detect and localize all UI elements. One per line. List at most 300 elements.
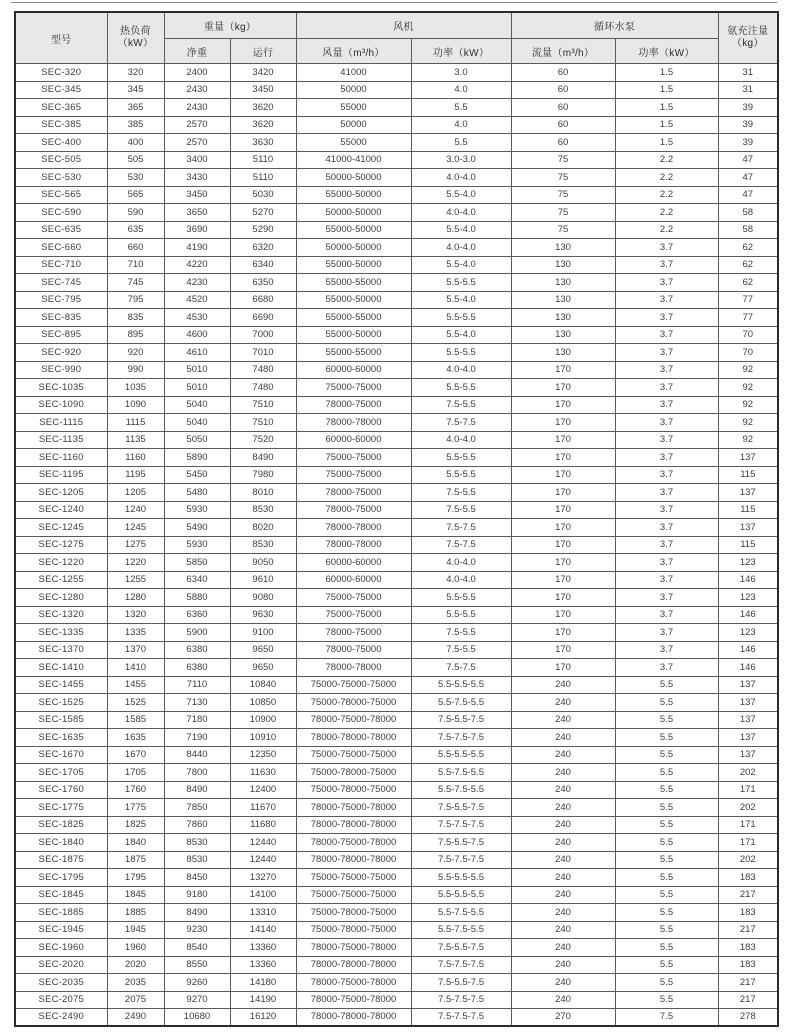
cell-heat-load: 365 [107, 99, 164, 117]
cell-net-weight: 5490 [164, 519, 230, 537]
cell-pump-flow: 60 [511, 134, 615, 152]
cell-pump-power: 3.7 [615, 431, 718, 449]
cell-net-weight: 9230 [164, 921, 230, 939]
cell-fan-power: 5.5-4.0 [411, 221, 511, 239]
cell-ammonia-charge: 70 [718, 344, 778, 362]
table-body [15, 64, 778, 1027]
cell-net-weight: 9260 [164, 974, 230, 992]
cell-net-weight: 7110 [164, 676, 230, 694]
cell-operating-weight: 6690 [230, 309, 296, 327]
cell-ammonia-charge: 137 [718, 694, 778, 712]
cell-air-flow: 50000-50000 [296, 204, 411, 222]
cell-fan-power: 5.5-4.0 [411, 291, 511, 309]
table-row [15, 694, 778, 712]
cell-operating-weight: 11670 [230, 799, 296, 817]
cell-air-flow: 78000-78000-78000 [296, 729, 411, 747]
cell-fan-power: 5.5 [411, 99, 511, 117]
table-row [15, 344, 778, 362]
cell-operating-weight: 9650 [230, 641, 296, 659]
table-row [15, 711, 778, 729]
cell-model: SEC-745 [15, 274, 107, 292]
table-row [15, 431, 778, 449]
cell-ammonia-charge: 137 [718, 449, 778, 467]
cell-air-flow: 78000-75000 [296, 396, 411, 414]
cell-operating-weight: 9630 [230, 606, 296, 624]
cell-ammonia-charge: 92 [718, 414, 778, 432]
cell-air-flow: 75000-78000-75000 [296, 781, 411, 799]
cell-model: SEC-1795 [15, 869, 107, 887]
cell-heat-load: 710 [107, 256, 164, 274]
cell-ammonia-charge: 183 [718, 939, 778, 957]
header-pump-flow: 流量（m³/h） [511, 39, 615, 64]
cell-pump-flow: 240 [511, 886, 615, 904]
cell-operating-weight: 10850 [230, 694, 296, 712]
cell-heat-load: 400 [107, 134, 164, 152]
cell-fan-power: 4.0 [411, 81, 511, 99]
table-row [15, 816, 778, 834]
header-fan-group: 风机 [296, 12, 511, 39]
cell-air-flow: 55000-50000 [296, 186, 411, 204]
cell-model: SEC-1960 [15, 939, 107, 957]
table-row [15, 991, 778, 1009]
cell-model: SEC-2020 [15, 956, 107, 974]
cell-heat-load: 1670 [107, 746, 164, 764]
cell-operating-weight: 13310 [230, 904, 296, 922]
cell-heat-load: 1945 [107, 921, 164, 939]
cell-fan-power: 7.5-7.5-7.5 [411, 1009, 511, 1027]
cell-operating-weight: 5290 [230, 221, 296, 239]
cell-fan-power: 5.5-4.0 [411, 326, 511, 344]
cell-fan-power: 7.5-5.5-7.5 [411, 939, 511, 957]
cell-pump-flow: 170 [511, 414, 615, 432]
cell-ammonia-charge: 70 [718, 326, 778, 344]
cell-air-flow: 75000-75000 [296, 379, 411, 397]
cell-ammonia-charge: 137 [718, 676, 778, 694]
cell-pump-power: 3.7 [615, 624, 718, 642]
cell-fan-power: 7.5-5.5 [411, 624, 511, 642]
cell-heat-load: 1775 [107, 799, 164, 817]
table-row [15, 396, 778, 414]
cell-net-weight: 8490 [164, 781, 230, 799]
cell-ammonia-charge: 39 [718, 116, 778, 134]
cell-pump-flow: 240 [511, 694, 615, 712]
cell-net-weight: 2430 [164, 81, 230, 99]
cell-heat-load: 1585 [107, 711, 164, 729]
cell-model: SEC-895 [15, 326, 107, 344]
cell-fan-power: 5.5-5.5 [411, 449, 511, 467]
cell-net-weight: 7860 [164, 816, 230, 834]
cell-fan-power: 5.5-4.0 [411, 256, 511, 274]
cell-operating-weight: 9050 [230, 554, 296, 572]
cell-model: SEC-1635 [15, 729, 107, 747]
cell-fan-power: 4.0-4.0 [411, 204, 511, 222]
cell-pump-power: 5.5 [615, 956, 718, 974]
cell-net-weight: 2570 [164, 116, 230, 134]
cell-pump-power: 3.7 [615, 606, 718, 624]
cell-fan-power: 3.0 [411, 64, 511, 82]
cell-ammonia-charge: 77 [718, 309, 778, 327]
cell-operating-weight: 10840 [230, 676, 296, 694]
cell-ammonia-charge: 62 [718, 239, 778, 257]
cell-heat-load: 1195 [107, 466, 164, 484]
cell-model: SEC-1320 [15, 606, 107, 624]
cell-pump-power: 3.7 [615, 239, 718, 257]
cell-operating-weight: 13270 [230, 869, 296, 887]
cell-net-weight: 2570 [164, 134, 230, 152]
cell-pump-power: 5.5 [615, 834, 718, 852]
table-row [15, 309, 778, 327]
table-row [15, 921, 778, 939]
cell-pump-flow: 170 [511, 536, 615, 554]
cell-pump-flow: 170 [511, 484, 615, 502]
cell-air-flow: 75000-75000-75000 [296, 746, 411, 764]
cell-operating-weight: 12440 [230, 851, 296, 869]
cell-operating-weight: 7520 [230, 431, 296, 449]
cell-pump-flow: 240 [511, 764, 615, 782]
cell-pump-flow: 240 [511, 991, 615, 1009]
cell-operating-weight: 3450 [230, 81, 296, 99]
cell-air-flow: 55000-50000 [296, 326, 411, 344]
table-row [15, 869, 778, 887]
cell-model: SEC-710 [15, 256, 107, 274]
table-row [15, 379, 778, 397]
cell-net-weight: 3400 [164, 151, 230, 169]
cell-operating-weight: 14100 [230, 886, 296, 904]
cell-net-weight: 4220 [164, 256, 230, 274]
cell-operating-weight: 7980 [230, 466, 296, 484]
table-row [15, 239, 778, 257]
cell-pump-flow: 240 [511, 921, 615, 939]
cell-pump-power: 3.7 [615, 466, 718, 484]
cell-heat-load: 895 [107, 326, 164, 344]
cell-heat-load: 590 [107, 204, 164, 222]
cell-operating-weight: 8020 [230, 519, 296, 537]
cell-pump-flow: 170 [511, 606, 615, 624]
cell-fan-power: 7.5-5.5-7.5 [411, 834, 511, 852]
cell-heat-load: 565 [107, 186, 164, 204]
cell-air-flow: 78000-75000-78000 [296, 991, 411, 1009]
cell-fan-power: 3.0-3.0 [411, 151, 511, 169]
cell-air-flow: 55000-55000 [296, 344, 411, 362]
cell-heat-load: 2075 [107, 991, 164, 1009]
cell-air-flow: 78000-75000 [296, 501, 411, 519]
table-row [15, 204, 778, 222]
table-row [15, 151, 778, 169]
cell-operating-weight: 16120 [230, 1009, 296, 1027]
cell-heat-load: 320 [107, 64, 164, 82]
cell-ammonia-charge: 217 [718, 974, 778, 992]
header-ammonia-line1: 氨充注量 [727, 26, 769, 37]
cell-ammonia-charge: 146 [718, 659, 778, 677]
cell-model: SEC-1875 [15, 851, 107, 869]
cell-ammonia-charge: 217 [718, 921, 778, 939]
cell-pump-power: 5.5 [615, 816, 718, 834]
cell-ammonia-charge: 77 [718, 291, 778, 309]
cell-air-flow: 75000-75000 [296, 589, 411, 607]
cell-heat-load: 1240 [107, 501, 164, 519]
cell-heat-load: 1275 [107, 536, 164, 554]
cell-net-weight: 5930 [164, 536, 230, 554]
cell-operating-weight: 7480 [230, 379, 296, 397]
cell-pump-flow: 60 [511, 99, 615, 117]
cell-pump-flow: 75 [511, 186, 615, 204]
table-row [15, 81, 778, 99]
cell-pump-flow: 130 [511, 291, 615, 309]
cell-model: SEC-1840 [15, 834, 107, 852]
cell-ammonia-charge: 92 [718, 396, 778, 414]
table-row [15, 256, 778, 274]
cell-ammonia-charge: 123 [718, 589, 778, 607]
cell-net-weight: 5480 [164, 484, 230, 502]
table-row [15, 169, 778, 187]
cell-pump-power: 2.2 [615, 186, 718, 204]
cell-operating-weight: 14190 [230, 991, 296, 1009]
cell-pump-power: 3.7 [615, 484, 718, 502]
cell-pump-power: 1.5 [615, 116, 718, 134]
table-row [15, 939, 778, 957]
table-row [15, 99, 778, 117]
cell-heat-load: 530 [107, 169, 164, 187]
table-header [15, 12, 778, 64]
cell-operating-weight: 6340 [230, 256, 296, 274]
cell-pump-flow: 130 [511, 309, 615, 327]
cell-pump-power: 1.5 [615, 134, 718, 152]
cell-net-weight: 6360 [164, 606, 230, 624]
cell-pump-power: 5.5 [615, 729, 718, 747]
cell-pump-flow: 170 [511, 379, 615, 397]
header-heat-load [107, 12, 164, 64]
cell-net-weight: 5010 [164, 379, 230, 397]
cell-model: SEC-1255 [15, 571, 107, 589]
cell-fan-power: 7.5-5.5 [411, 641, 511, 659]
cell-heat-load: 1135 [107, 431, 164, 449]
cell-pump-flow: 240 [511, 781, 615, 799]
cell-net-weight: 5880 [164, 589, 230, 607]
cell-ammonia-charge: 171 [718, 781, 778, 799]
cell-net-weight: 8530 [164, 851, 230, 869]
cell-operating-weight: 13360 [230, 939, 296, 957]
cell-fan-power: 4.0-4.0 [411, 571, 511, 589]
cell-operating-weight: 10900 [230, 711, 296, 729]
cell-heat-load: 1705 [107, 764, 164, 782]
cell-pump-flow: 130 [511, 274, 615, 292]
cell-pump-power: 3.7 [615, 536, 718, 554]
cell-pump-power: 5.5 [615, 799, 718, 817]
cell-pump-flow: 60 [511, 64, 615, 82]
cell-model: SEC-1670 [15, 746, 107, 764]
table-row [15, 676, 778, 694]
cell-air-flow: 78000-78000-78000 [296, 816, 411, 834]
table-row [15, 659, 778, 677]
cell-pump-power: 3.7 [615, 379, 718, 397]
cell-heat-load: 1090 [107, 396, 164, 414]
cell-ammonia-charge: 39 [718, 99, 778, 117]
cell-model: SEC-1245 [15, 519, 107, 537]
table-row [15, 571, 778, 589]
cell-model: SEC-1035 [15, 379, 107, 397]
cell-pump-power: 3.7 [615, 361, 718, 379]
header-weight-group: 重量（kg） [164, 12, 296, 39]
cell-air-flow: 78000-75000-78000 [296, 834, 411, 852]
cell-fan-power: 5.5-5.5 [411, 379, 511, 397]
cell-air-flow: 75000-78000-75000 [296, 694, 411, 712]
cell-pump-flow: 240 [511, 956, 615, 974]
cell-ammonia-charge: 146 [718, 571, 778, 589]
cell-fan-power: 7.5-5.5-7.5 [411, 799, 511, 817]
cell-pump-flow: 240 [511, 834, 615, 852]
cell-heat-load: 385 [107, 116, 164, 134]
cell-pump-power: 3.7 [615, 571, 718, 589]
cell-ammonia-charge: 137 [718, 746, 778, 764]
cell-net-weight: 10680 [164, 1009, 230, 1027]
table-row [15, 764, 778, 782]
cell-ammonia-charge: 47 [718, 169, 778, 187]
cell-fan-power: 5.5-7.5-5.5 [411, 904, 511, 922]
cell-operating-weight: 8530 [230, 501, 296, 519]
cell-heat-load: 660 [107, 239, 164, 257]
cell-air-flow: 75000-78000-75000 [296, 764, 411, 782]
table-row [15, 116, 778, 134]
cell-pump-power: 2.2 [615, 151, 718, 169]
cell-net-weight: 5050 [164, 431, 230, 449]
cell-model: SEC-1845 [15, 886, 107, 904]
cell-model: SEC-1585 [15, 711, 107, 729]
cell-air-flow: 78000-78000 [296, 519, 411, 537]
table-row [15, 361, 778, 379]
cell-ammonia-charge: 137 [718, 519, 778, 537]
cell-net-weight: 5010 [164, 361, 230, 379]
cell-net-weight: 4600 [164, 326, 230, 344]
cell-pump-power: 5.5 [615, 991, 718, 1009]
cell-fan-power: 5.5 [411, 134, 511, 152]
table-row [15, 221, 778, 239]
cell-heat-load: 1960 [107, 939, 164, 957]
cell-pump-flow: 240 [511, 974, 615, 992]
cell-fan-power: 5.5-5.5 [411, 309, 511, 327]
cell-model: SEC-1275 [15, 536, 107, 554]
cell-model: SEC-1205 [15, 484, 107, 502]
cell-pump-power: 5.5 [615, 746, 718, 764]
cell-pump-flow: 170 [511, 501, 615, 519]
cell-net-weight: 7180 [164, 711, 230, 729]
cell-pump-power: 3.7 [615, 659, 718, 677]
table-row [15, 64, 778, 82]
cell-air-flow: 75000-75000-75000 [296, 869, 411, 887]
cell-heat-load: 835 [107, 309, 164, 327]
cell-operating-weight: 8010 [230, 484, 296, 502]
cell-pump-flow: 60 [511, 81, 615, 99]
cell-fan-power: 5.5-5.5 [411, 466, 511, 484]
cell-ammonia-charge: 62 [718, 274, 778, 292]
cell-pump-power: 5.5 [615, 694, 718, 712]
cell-net-weight: 9180 [164, 886, 230, 904]
cell-air-flow: 78000-78000-78000 [296, 851, 411, 869]
spec-table [14, 11, 779, 1027]
cell-pump-flow: 170 [511, 431, 615, 449]
cell-heat-load: 1885 [107, 904, 164, 922]
cell-fan-power: 5.5-4.0 [411, 186, 511, 204]
cell-heat-load: 1370 [107, 641, 164, 659]
cell-ammonia-charge: 217 [718, 886, 778, 904]
cell-air-flow: 60000-60000 [296, 431, 411, 449]
cell-ammonia-charge: 146 [718, 641, 778, 659]
header-pump-group: 循环水泵 [511, 12, 718, 39]
cell-pump-power: 3.7 [615, 256, 718, 274]
cell-operating-weight: 3620 [230, 116, 296, 134]
table-row [15, 956, 778, 974]
header-air-flow: 风量（m³/h） [296, 39, 411, 64]
cell-ammonia-charge: 278 [718, 1009, 778, 1027]
cell-pump-flow: 170 [511, 519, 615, 537]
cell-heat-load: 2020 [107, 956, 164, 974]
cell-net-weight: 4230 [164, 274, 230, 292]
cell-pump-flow: 75 [511, 151, 615, 169]
cell-net-weight: 5900 [164, 624, 230, 642]
cell-pump-flow: 240 [511, 799, 615, 817]
cell-fan-power: 5.5-7.5-5.5 [411, 764, 511, 782]
cell-pump-power: 5.5 [615, 921, 718, 939]
table-row [15, 606, 778, 624]
cell-pump-power: 5.5 [615, 676, 718, 694]
cell-pump-flow: 240 [511, 746, 615, 764]
cell-net-weight: 5040 [164, 414, 230, 432]
cell-pump-power: 3.7 [615, 414, 718, 432]
cell-model: SEC-1760 [15, 781, 107, 799]
cell-net-weight: 5450 [164, 466, 230, 484]
cell-net-weight: 3430 [164, 169, 230, 187]
cell-air-flow: 78000-75000-78000 [296, 974, 411, 992]
table-row [15, 536, 778, 554]
cell-net-weight: 8540 [164, 939, 230, 957]
cell-heat-load: 505 [107, 151, 164, 169]
cell-pump-flow: 240 [511, 904, 615, 922]
cell-air-flow: 75000-75000 [296, 466, 411, 484]
cell-operating-weight: 12400 [230, 781, 296, 799]
cell-operating-weight: 9610 [230, 571, 296, 589]
cell-fan-power: 5.5-5.5-5.5 [411, 676, 511, 694]
header-ammonia-line2: （kg） [731, 38, 764, 49]
cell-heat-load: 1875 [107, 851, 164, 869]
cell-net-weight: 8490 [164, 904, 230, 922]
cell-pump-power: 2.2 [615, 169, 718, 187]
cell-pump-power: 3.7 [615, 589, 718, 607]
table-row [15, 589, 778, 607]
cell-pump-flow: 130 [511, 239, 615, 257]
cell-air-flow: 78000-78000-78000 [296, 1009, 411, 1027]
cell-operating-weight: 7510 [230, 414, 296, 432]
cell-operating-weight: 11680 [230, 816, 296, 834]
cell-pump-flow: 170 [511, 396, 615, 414]
cell-model: SEC-2035 [15, 974, 107, 992]
cell-fan-power: 7.5-7.5 [411, 519, 511, 537]
cell-model: SEC-1240 [15, 501, 107, 519]
cell-model: SEC-345 [15, 81, 107, 99]
cell-model: SEC-385 [15, 116, 107, 134]
cell-operating-weight: 5110 [230, 169, 296, 187]
cell-heat-load: 795 [107, 291, 164, 309]
cell-ammonia-charge: 39 [718, 134, 778, 152]
cell-operating-weight: 6680 [230, 291, 296, 309]
cell-model: SEC-1885 [15, 904, 107, 922]
cell-ammonia-charge: 115 [718, 466, 778, 484]
cell-ammonia-charge: 171 [718, 816, 778, 834]
cell-pump-flow: 240 [511, 869, 615, 887]
cell-operating-weight: 8530 [230, 536, 296, 554]
table-row [15, 134, 778, 152]
table-row [15, 799, 778, 817]
cell-pump-power: 5.5 [615, 711, 718, 729]
cell-operating-weight: 11630 [230, 764, 296, 782]
